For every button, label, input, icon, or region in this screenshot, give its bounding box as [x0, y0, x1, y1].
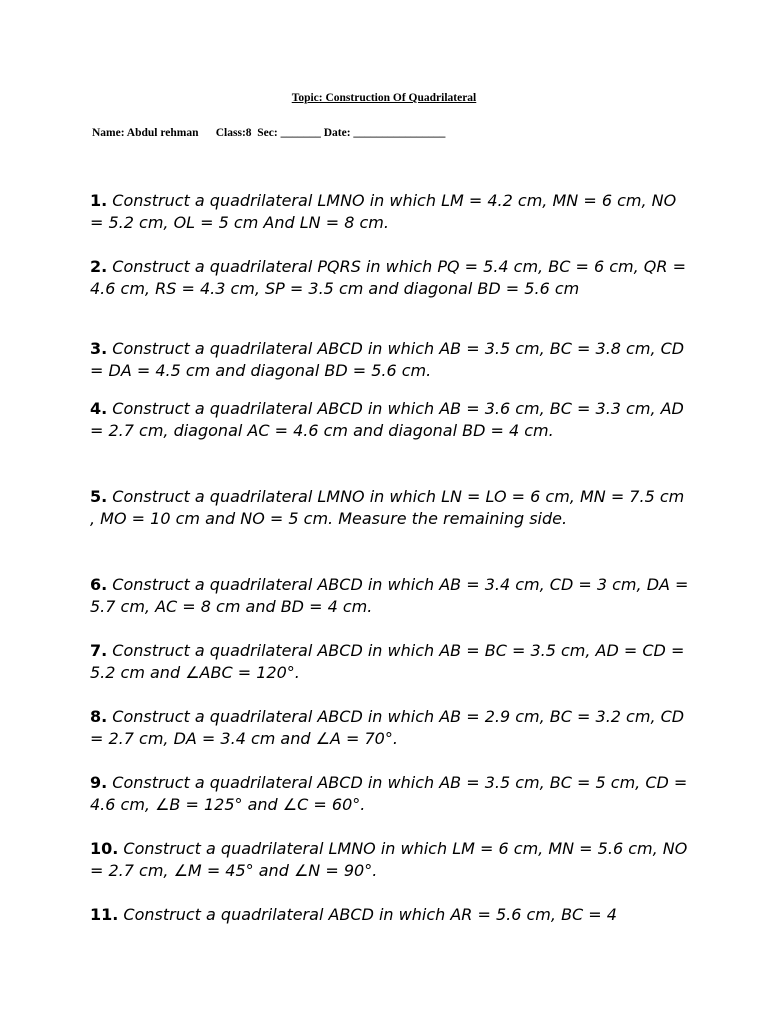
question-6 [90, 574, 690, 618]
student-info-line [92, 127, 445, 139]
question-3 [90, 338, 690, 382]
question-4 [90, 398, 690, 442]
question-number: 9. [90, 773, 108, 792]
question-number: 8. [90, 707, 108, 726]
question-number: 7. [90, 641, 108, 660]
question-number: 3. [90, 339, 108, 358]
question-text: Construct a quadrilateral ABCD in which AB = 3.5 cm, BC = 5 cm, CD = 4.6 cm, ∠B = 125° and ∠C = 60°. [90, 773, 688, 814]
question-number: 5. [90, 487, 108, 506]
question-number: 10. [90, 839, 119, 858]
question-number: 1. [90, 191, 108, 210]
question-text: Construct a quadrilateral LMNO in which LN = LO = 6 cm, MN = 7.5 cm , MO = 10 cm and NO = 5 cm. Measure the remaining side. [90, 487, 685, 528]
question-number: 4. [90, 399, 108, 418]
question-text: Construct a quadrilateral ABCD in which AB = 2.9 cm, BC = 3.2 cm, CD = 2.7 cm, DA = 3.4 cm and ∠A = 70°. [90, 707, 685, 748]
question-1 [90, 190, 690, 234]
question-2 [90, 256, 690, 300]
question-number: 6. [90, 575, 108, 594]
question-number: 2. [90, 257, 108, 276]
question-8 [90, 706, 690, 750]
worksheet-date: Date: ________________ [323, 127, 446, 139]
question-text: Construct a quadrilateral LMNO in which LM = 6 cm, MN = 5.6 cm, NO = 2.7 cm, ∠M = 45° and ∠N = 90°. [90, 839, 688, 880]
question-number: 11. [90, 905, 119, 924]
question-11 [90, 904, 617, 926]
question-5 [90, 486, 690, 530]
question-7 [90, 640, 690, 684]
question-text: Construct a quadrilateral PQRS in which PQ = 5.4 cm, BC = 6 cm, QR = 4.6 cm, RS = 4.3 cm, SP = 3.5 cm and diagonal BD = 5.6 cm [90, 257, 686, 298]
question-text: Construct a quadrilateral LMNO in which LM = 4.2 cm, MN = 6 cm, NO = 5.2 cm, OL = 5 cm And LN = 8 cm. [90, 191, 677, 232]
question-text: Construct a quadrilateral ABCD in which AR = 5.6 cm, BC = 4 [118, 905, 617, 924]
student-name: Name: Abdul rehman [92, 127, 199, 139]
question-text: Construct a quadrilateral ABCD in which AB = 3.5 cm, BC = 3.8 cm, CD = DA = 4.5 cm and diagonal BD = 5.6 cm. [90, 339, 685, 380]
student-section: Sec: _______ [257, 127, 321, 139]
question-9 [90, 772, 690, 816]
question-text: Construct a quadrilateral ABCD in which AB = 3.4 cm, CD = 3 cm, DA = 5.7 cm, AC = 8 cm and BD = 4 cm. [90, 575, 689, 616]
question-10 [90, 838, 690, 882]
student-class: Class:8 [215, 127, 252, 139]
page-title: Topic: Construction Of Quadrilateral [291, 92, 477, 104]
question-text: Construct a quadrilateral ABCD in which AB = BC = 3.5 cm, AD = CD = 5.2 cm and ∠ABC = 120°. [90, 641, 685, 682]
question-text: Construct a quadrilateral ABCD in which AB = 3.6 cm, BC = 3.3 cm, AD = 2.7 cm, diagonal AC = 4.6 cm and diagonal BD = 4 cm. [90, 399, 684, 440]
